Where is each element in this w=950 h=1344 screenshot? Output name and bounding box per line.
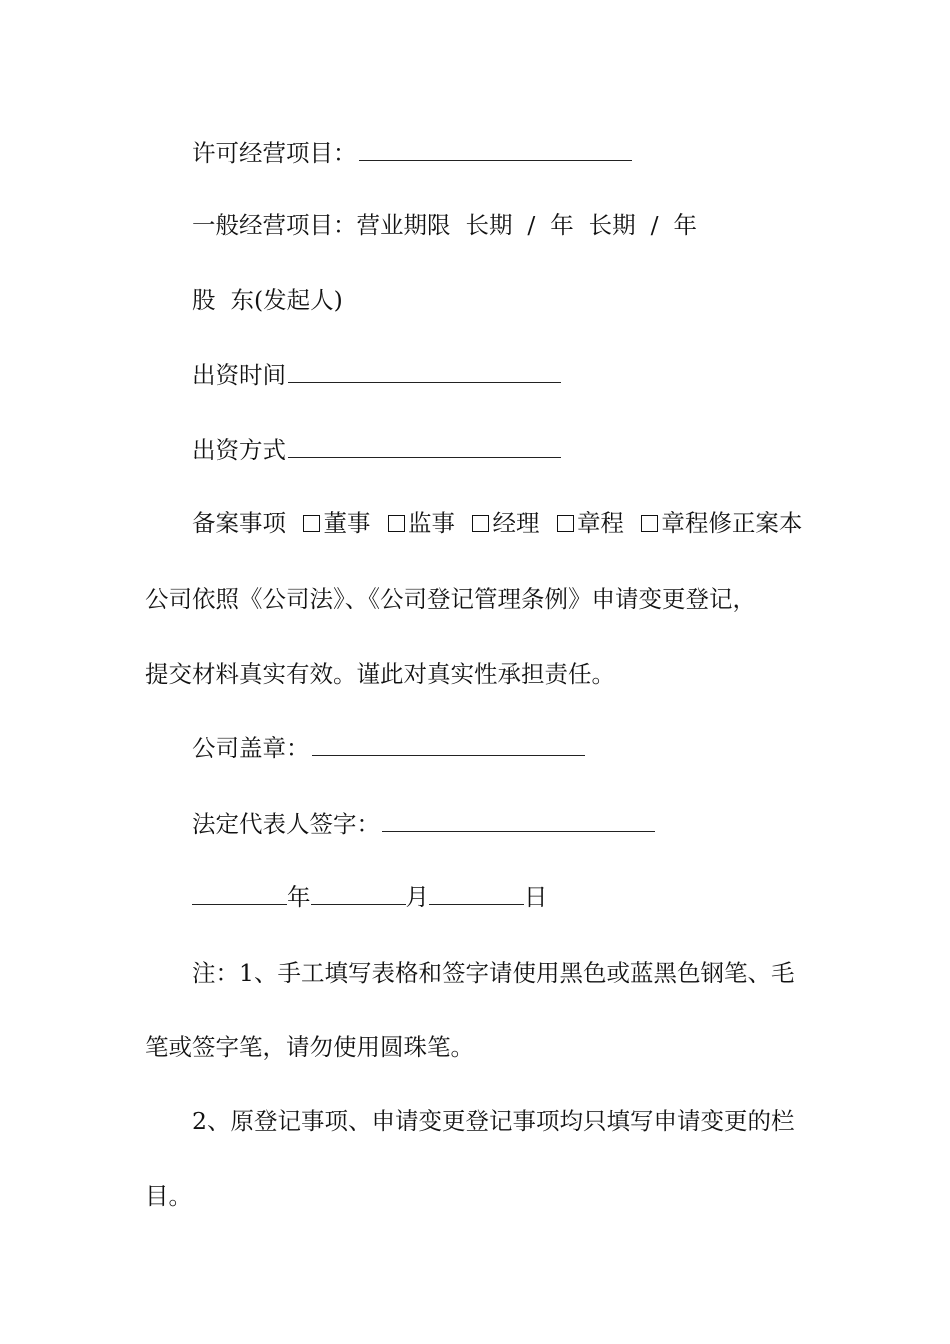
capital-method-label: 出资方式: [192, 436, 286, 464]
year-blank[interactable]: [192, 882, 287, 905]
capital-time-blank[interactable]: [288, 360, 561, 383]
checkbox-articles-amendment[interactable]: 章程修正案本: [641, 508, 802, 538]
company-seal-blank[interactable]: [312, 733, 585, 756]
day-label: 日: [524, 883, 548, 911]
general-items-line: [192, 210, 697, 240]
license-items-blank[interactable]: [359, 138, 632, 161]
note-1-line-a: 注：1、手工填写表格和签字请使用黑色或蓝黑色钢笔、毛: [192, 959, 795, 987]
capital-time-line: [192, 360, 561, 390]
checkbox-articles[interactable]: 章程: [557, 508, 624, 538]
capital-method-blank[interactable]: [288, 435, 561, 458]
shareholder-label: 股 东(发起人): [192, 286, 343, 314]
checkbox-manager[interactable]: 经理: [472, 508, 539, 538]
checkbox-square-icon: [641, 515, 658, 532]
day-blank[interactable]: [429, 882, 524, 905]
declaration-line-1: 公司依照《公司法》、《公司登记管理条例》申请变更登记，: [145, 585, 756, 613]
filing-items-label: 备案事项: [192, 509, 286, 537]
note-2-line-a: 2、原登记事项、申请变更登记事项均只填写申请变更的栏: [192, 1107, 795, 1135]
date-line: [192, 882, 548, 912]
company-seal-label: 公司盖章：: [192, 734, 310, 762]
checkbox-square-icon: [557, 515, 574, 532]
legal-rep-label: 法定代表人签字：: [192, 810, 380, 838]
checkbox-square-icon: [388, 515, 405, 532]
note-2-line-b: 目。: [145, 1182, 192, 1210]
general-items-text: 一般经营项目：营业期限 长期 / 年 长期 / 年: [192, 211, 697, 239]
checkbox-square-icon: [472, 515, 489, 532]
declaration-line-2: 提交材料真实有效。谨此对真实性承担责任。: [145, 660, 615, 688]
checkbox-supervisor[interactable]: 监事: [388, 508, 455, 538]
month-label: 月: [405, 883, 429, 911]
legal-rep-line: [192, 809, 655, 839]
filing-items-line: [192, 508, 802, 538]
month-blank[interactable]: [311, 882, 406, 905]
capital-method-line: [192, 435, 561, 465]
note-1-line-b: 笔或签字笔，请勿使用圆珠笔。: [145, 1033, 474, 1061]
year-label: 年: [287, 883, 311, 911]
checkbox-director[interactable]: 董事: [303, 508, 370, 538]
company-seal-line: [192, 733, 585, 763]
shareholder-line: [192, 285, 343, 315]
capital-time-label: 出资时间: [192, 361, 286, 389]
legal-rep-signature-blank[interactable]: [382, 809, 655, 832]
license-items-line: [192, 138, 632, 168]
checkbox-square-icon: [303, 515, 320, 532]
license-items-label: 许可经营项目：: [192, 139, 357, 167]
